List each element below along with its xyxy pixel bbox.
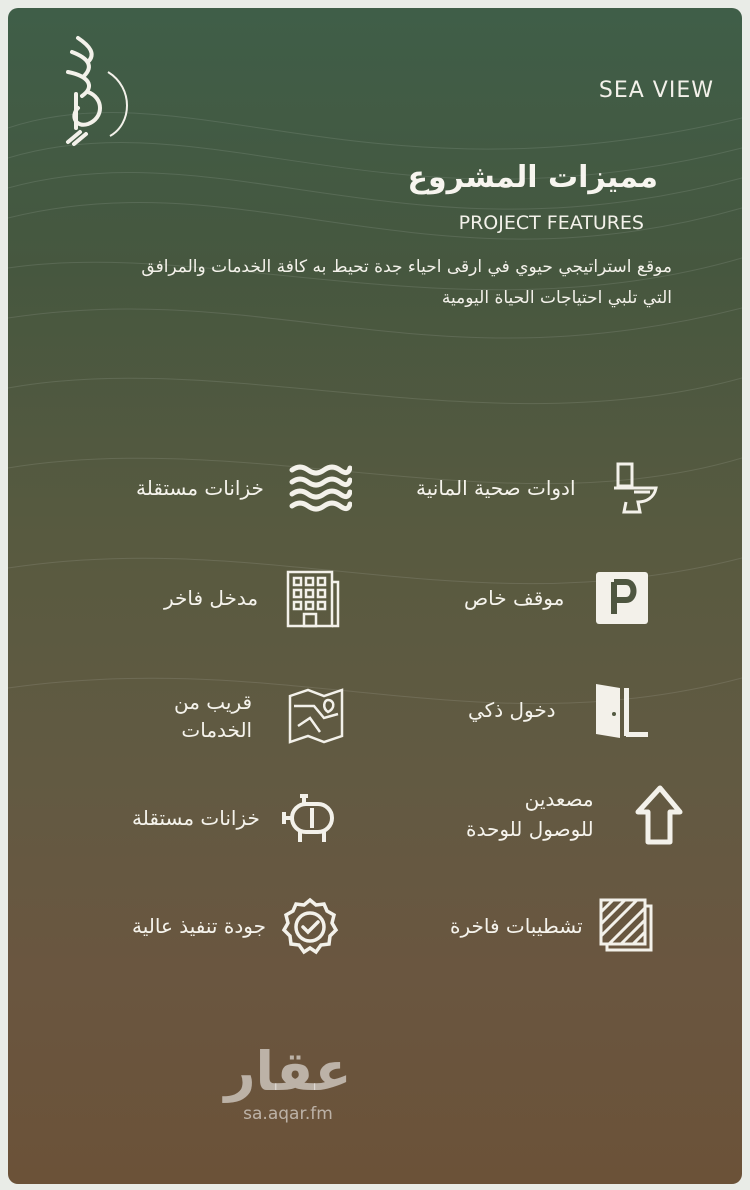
feature-parking (464, 566, 654, 630)
brand-name: SEA VIEW (598, 78, 714, 103)
feature-near-services (174, 684, 348, 748)
watermark-brand: عقار (224, 1040, 352, 1103)
aqar-watermark (218, 1040, 358, 1140)
feature-label (174, 688, 252, 744)
calligraphy-logo (48, 32, 132, 152)
feature-label: خزانات مستقلة (132, 806, 260, 830)
elevator-arrow-icon (622, 782, 686, 846)
water-tank-icon (278, 786, 342, 850)
feature-label (466, 784, 594, 844)
feature-quality (132, 894, 342, 958)
page-title: مميزات المشروع (407, 160, 658, 195)
feature-label: موقف خاص (464, 586, 565, 610)
feature-tanks-bottom (132, 786, 342, 850)
water-waves-icon (288, 456, 352, 520)
feature-label-line-2: للوصول للوحدة (466, 817, 594, 841)
feature-label: مدخل فاخر (164, 586, 259, 610)
feature-smart-entry (468, 678, 650, 742)
feature-label: ادوات صحية المانية (416, 476, 576, 500)
poster-card (8, 8, 742, 1184)
building-icon (280, 566, 344, 630)
tiles-icon (595, 894, 659, 958)
toilet-icon (604, 456, 668, 520)
map-icon (284, 684, 348, 748)
feature-label: جودة تنفيذ عالية (132, 914, 266, 938)
feature-label-line-1: قريب من (174, 690, 253, 714)
description-line-2: التي تلبي احتياجات الحياة اليومية (441, 288, 672, 308)
description-line-1: موقع استراتيجي حيوي في ارقى احياء جدة تحيط به كافة الخدمات والمرافق (141, 257, 672, 277)
feature-label: دخول ذكي (468, 698, 556, 722)
door-icon (586, 678, 650, 742)
watermark-url: sa.aqar.fm (243, 1104, 333, 1124)
parking-icon (590, 566, 654, 630)
feature-finishes (450, 894, 659, 958)
feature-sanitary (416, 456, 668, 520)
quality-badge-icon (278, 894, 342, 958)
feature-elevator (466, 782, 686, 846)
feature-label-line-1: مصعدين (524, 787, 594, 811)
feature-tanks-top (136, 456, 352, 520)
feature-label: تشطيبات فاخرة (450, 914, 583, 938)
feature-entrance (164, 566, 344, 630)
project-description (62, 252, 672, 314)
feature-label-line-2: الخدمات (181, 718, 253, 742)
feature-label: خزانات مستقلة (136, 476, 264, 500)
page-subtitle: PROJECT FEATURES (458, 212, 644, 234)
